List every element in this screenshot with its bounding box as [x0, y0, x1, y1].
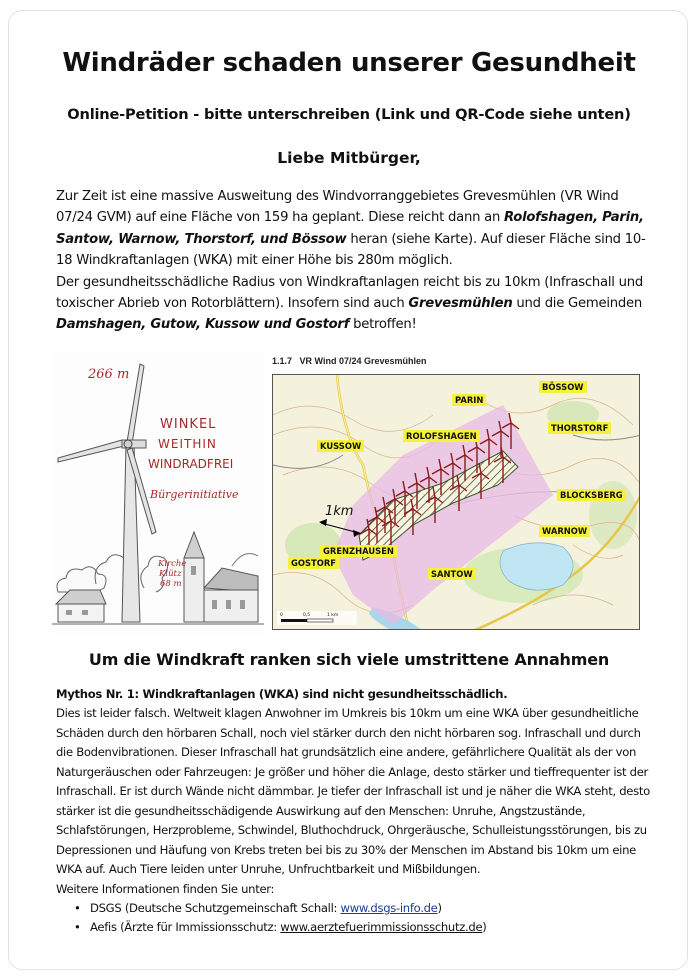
bullet-icon: • — [74, 920, 81, 935]
dsgs-link[interactable]: www.dsgs-info.de — [340, 900, 438, 915]
bullet-icon: • — [74, 900, 81, 915]
slogan-line-3: WINDRADFREI — [148, 457, 234, 471]
slogan-line-1: WINKEL — [160, 417, 217, 432]
map-caption: 1.1.7 VR Wind 07/24 Grevesmühlen — [272, 356, 427, 366]
distance-label: 1km — [325, 504, 354, 519]
place-parin: PARIN — [452, 394, 486, 406]
info-link-item: • DSGS (Deutsche Schutzgemeinschaft Schall: www.dsgs-info.de) — [56, 899, 656, 918]
citizen-initiative-drawing — [52, 352, 264, 633]
wind-turbine-drawing-icon — [52, 352, 264, 633]
myth-1-section — [56, 685, 656, 938]
petition-subtitle: Online-Petition - bitte unterschreiben (Link und QR-Code siehe unten) — [67, 106, 631, 123]
info-link-item: • Aefis (Ärzte für Immissionsschutz: www.aerztefuerimmissionsschutz.de) — [56, 918, 656, 937]
section-heading: Um die Windkraft ranken sich viele umstrittene Annahmen — [88, 650, 610, 669]
affected-villages: Rolofshagen, Parin, Santow, Warnow, Thorstorf, und Bössow — [56, 210, 644, 247]
slogan-line-2: WEITHIN — [158, 437, 217, 451]
map-figure — [270, 352, 642, 633]
aefis-link[interactable]: www.aerztefuerimmissionsschutz.de — [280, 920, 483, 935]
intro-paragraph-2: Der gesundheitsschädliche Radius von Windkraftanlagen reicht bis zu 10km (Infraschall und toxischer Abrieb von Rotorblättern). Insofern sind auch Grevesmühlen und die Gemeinden Damshagen, Gutow, Kussow und Gostorf betroffen! — [56, 274, 643, 333]
place-santow: SANTOW — [428, 568, 476, 580]
info-links-list — [56, 899, 656, 938]
myth-1-body: Dies ist leider falsch. Weltweit klagen Anwohner im Umkreis bis 10km um eine WKA über gesundheitliche Schäden durch den hörbaren Schall, noch viel stärker durch den nicht hörbaren sog. Infraschall und durch die Bodenvibrationen. Dieser Infraschall hat grundsätzlich eine andere, gefährlichere Qualität als der von Naturgeräuschen oder Fahrzeugen: Je größer und höher die Anlage, desto stärker und tieffrequenter ist der Infraschall. Er ist durch Wände nicht dämmbar. Je tiefer der Infraschall ist und je näher die WKA steht, desto stärker ist die gesundheitsschädigende Auswirkung auf den Menschen: Unruhe, Angstzustände, Schlafstörungen, Herzprobleme, Schwindel, Bluthochdruck, Ohrgeräusche, Schulleistungsstörungen, bis zu Depressionen und Häufung von Krebs treten bei bis zu 30% der Menschen im Abstand bis 10km um eine WKA auf. Auch Tiere leiden unter Unruhe, Unfruchtbarkeit und Mißbildungen. — [56, 706, 650, 877]
greeting: Liebe Mitbürger, — [277, 149, 421, 167]
place-kussow: KUSSOW — [317, 440, 364, 452]
scale-label-0: 0 — [280, 613, 283, 618]
place-gostorf: GOSTORF — [288, 557, 339, 569]
town-grevesmuehlen: Grevesmühlen — [408, 296, 513, 312]
intro-paragraph-1: Zur Zeit ist eine massive Ausweitung des Windvorranggebietes Grevesmühlen (VR Wind 07/24 GVM) auf eine Fläche von 159 ha geplant. Diese reicht dann an Rolofshagen, Parin, Santow, Warnow, Thorstorf, und Bössow heran (siehe Karte). Auf dieser Fläche sind 10-18 Windkraftanlagen (WKA) mit einer Höhe bis 280m möglich. — [56, 189, 646, 269]
scale-label-1km: 1 km — [327, 613, 339, 618]
church-line-2: Klütz — [159, 569, 182, 579]
place-grenzhausen: GRENZHAUSEN — [320, 545, 397, 557]
place-rolofshagen: ROLOFSHAGEN — [403, 430, 480, 442]
intro-text — [56, 186, 656, 336]
initiative-label: Bürgerinitiative — [150, 488, 239, 501]
place-blocksberg: BLOCKSBERG — [557, 489, 626, 501]
wind-priority-area-map — [272, 374, 640, 630]
church-line-3: 68 m — [160, 579, 182, 589]
place-boessow: BÖSSOW — [539, 381, 587, 393]
map-background-icon — [273, 375, 640, 630]
figures-row — [52, 352, 642, 633]
affected-municipalities: Damshagen, Gutow, Kussow und Gostorf — [56, 317, 350, 333]
scale-label-half: 0,5 — [303, 613, 311, 618]
church-line-1: Kirche — [158, 559, 187, 569]
page-title: Windräder schaden unserer Gesundheit — [62, 48, 636, 78]
place-warnow: WARNOW — [539, 525, 590, 537]
height-label: 266 m — [88, 367, 130, 382]
myth-1-heading: Mythos Nr. 1: Windkraftanlagen (WKA) sind nicht gesundheitsschädlich. — [56, 687, 508, 701]
more-info-label: Weitere Informationen finden Sie unter: — [56, 881, 275, 896]
place-thorstorf: THORSTORF — [548, 422, 611, 434]
